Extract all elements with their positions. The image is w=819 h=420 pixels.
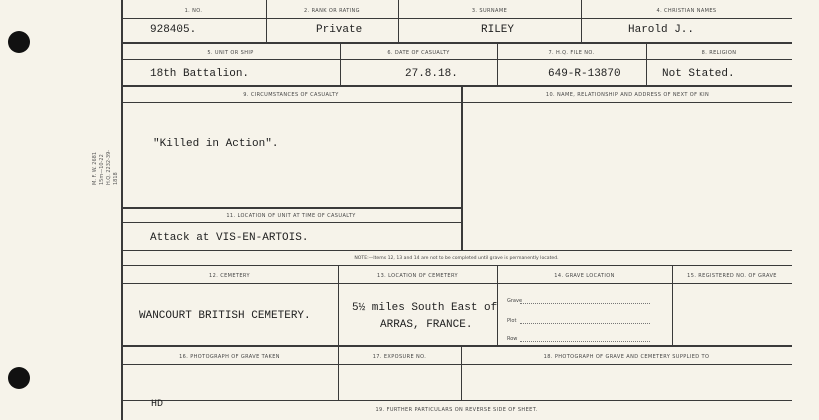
header-cemetery: 12. CEMETERY xyxy=(209,273,250,279)
date-value: 27.8.18. xyxy=(405,68,458,80)
plot-label: Plot xyxy=(507,318,517,324)
header-unit: 5. UNIT OR SHIP xyxy=(207,50,254,56)
header-exposure: 17. EXPOSURE NO. xyxy=(372,354,427,360)
header-location-cemetery: 13. LOCATION OF CEMETERY xyxy=(377,273,458,279)
header-no: 1. NO. xyxy=(184,8,203,14)
header-christian: 4. CHRISTIAN NAMES xyxy=(656,8,717,14)
header-hq-file: 7. H.Q. FILE NO. xyxy=(548,50,595,56)
initials: HD xyxy=(151,399,164,410)
header-photo-supplied: 18. PHOTOGRAPH OF GRAVE AND CEMETERY SUPPLIED TO xyxy=(543,354,710,360)
header-surname: 3. SURNAME xyxy=(471,8,508,14)
header-date: 6. DATE OF CASUALTY xyxy=(387,50,450,56)
service-number: 928405. xyxy=(150,24,197,36)
note-text: NOTE:—Items 12, 13 and 14 are not to be completed until grave is permanently located. xyxy=(354,256,559,261)
grave-label: Grave xyxy=(507,298,523,304)
location-cemetery-line1: 5½ miles South East of xyxy=(352,302,498,314)
header-photo-taken: 16. PHOTOGRAPH OF GRAVE TAKEN xyxy=(179,354,280,360)
location-cemetery-line2: ARRAS, FRANCE. xyxy=(380,319,473,331)
cemetery-value: WANCOURT BRITISH CEMETERY. xyxy=(139,310,311,322)
christian-names-value: Harold J.. xyxy=(628,24,695,36)
header-religion: 8. RELIGION xyxy=(701,50,737,56)
hq-file-value: 649-R-13870 xyxy=(548,68,621,80)
header-grave-location: 14. GRAVE LOCATION xyxy=(554,273,615,279)
rank-value: Private xyxy=(316,24,363,36)
unit-value: 18th Battalion. xyxy=(150,68,250,80)
header-location-unit: 11. LOCATION OF UNIT AT TIME OF CASUALTY xyxy=(226,213,356,219)
header-circumstances: 9. CIRCUMSTANCES OF CASUALTY xyxy=(243,92,339,98)
punch-hole xyxy=(8,31,30,53)
header-next-of-kin: 10. NAME, RELATIONSHIP AND ADDRESS OF NEXT OF KIN xyxy=(545,92,710,98)
punch-hole xyxy=(8,367,30,389)
location-unit-value: Attack at VIS-EN-ARTOIS. xyxy=(150,232,309,244)
circumstances-value: "Killed in Action". xyxy=(153,138,279,150)
header-registered-no: 15. REGISTERED NO. OF GRAVE xyxy=(687,273,777,279)
header-rank: 2. RANK OR RATING xyxy=(304,8,360,14)
form-number: M. F. W. 2681 15m—10-22 H.Q. 2232-39-1818 xyxy=(92,149,119,185)
surname-value: RILEY xyxy=(481,24,515,36)
footer-further-particulars: 19. FURTHER PARTICULARS ON REVERSE SIDE OF SHEET. xyxy=(375,407,538,413)
row-label: Row xyxy=(507,336,518,342)
religion-value: Not Stated. xyxy=(662,68,735,80)
